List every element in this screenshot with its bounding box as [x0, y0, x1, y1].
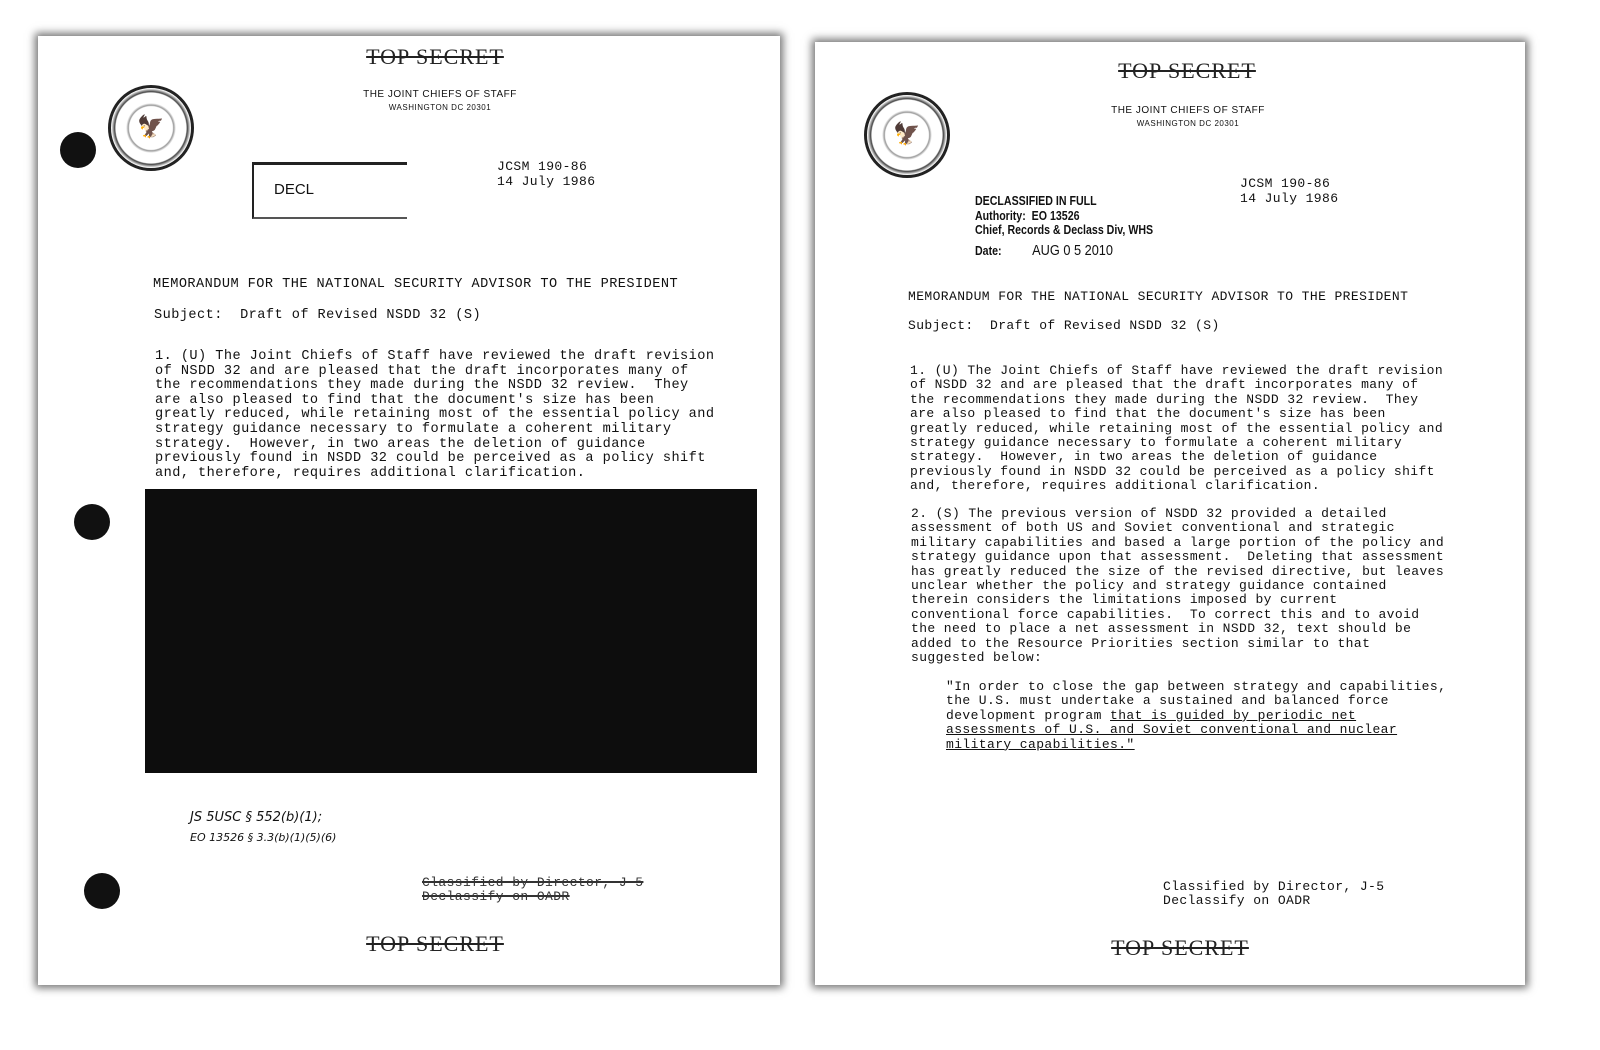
- declassification-stamp-partial: [252, 162, 407, 219]
- memo-addressee: MEMORANDUM FOR THE NATIONAL SECURITY ADVISOR TO THE PRESIDENT: [153, 277, 679, 292]
- paragraph-1: 1. (U) The Joint Chiefs of Staff have reviewed the draft revision of NSDD 32 and are pleased that the draft incorporates many of the recommendations they made during the NSDD 32 review. They are also pleased to find that the document's size has been greatly reduced, while retaining most of the essential policy and strategy guidance necessary to formulate a coherent military strategy. However, in two areas the deletion of guidance previously found in NSDD 32 could be perceived as a policy shift and, therefore, requires additional clarification.: [910, 363, 1444, 494]
- letterhead: [1111, 104, 1265, 130]
- doc-date: 14 July 1986: [497, 174, 596, 189]
- memo-subject: Subject: Draft of Revised NSDD 32 (S): [908, 318, 1220, 333]
- declassified-stamp: DECLASSIFIED IN FULL Authority: EO 13526 Chief, Records & Declass Div, WHS Date: AUG 0 5 2010: [975, 194, 1154, 259]
- doc-number: JCSM 190-86: [1240, 176, 1331, 191]
- paragraph-2: 2. (S) The previous version of NSDD 32 provided a detailed assessment of both US and Soviet conventional and strategic military capabilities and based a large portion of the policy and strategy guidance upon that assessment. Deleting that assessment has greatly reduced the size of the revised directive, but leaves unclear whether the policy and strategy guidance contained therein considers the limitations imposed by current conventional force capabilities. To correct this and to avoid the need to place a net assessment in NSDD 32, text should be added to the Resource Priorities section similar to that suggested below:: [911, 506, 1445, 666]
- suggested-text-quote: "In order to close the gap between strategy and capabilities, the U.S. must undertake a sustained and balanced force development program that is guided by periodic net assessments of U.S. and Soviet conventional and nuclear military capabilities.": [946, 679, 1447, 752]
- letterhead-address: WASHINGTON DC 20301: [1136, 119, 1240, 128]
- bottom-top-secret-marking: TOP SECRET: [366, 931, 504, 956]
- letterhead-address: WASHINGTON DC 20301: [388, 103, 492, 112]
- dod-seal-icon: 🦅: [864, 92, 950, 178]
- classification-block: Classified by Director, J-5 Declassify on OADR: [1163, 879, 1385, 909]
- paragraph-1: 1. (U) The Joint Chiefs of Staff have reviewed the draft revision of NSDD 32 and are pleased that the draft incorporates many of the recommendations they made during the NSDD 32 review. They are also pleased to find that the document's size has been greatly reduced, while retaining most of the essential policy and strategy guidance necessary to formulate a coherent military strategy. However, in two areas the deletion of guidance previously found in NSDD 32 could be perceived as a policy shift and, therefore, requires additional clarification.: [155, 349, 715, 481]
- punch-hole: [74, 504, 110, 540]
- bottom-top-secret-marking: TOP SECRET: [1111, 935, 1249, 960]
- dod-seal-icon: 🦅: [108, 85, 194, 171]
- redaction-block: [145, 489, 757, 773]
- classification-block: Classified by Director, J-5 Declassify on OADR: [422, 875, 644, 905]
- top-secret-marking: TOP SECRET: [366, 44, 504, 69]
- exemption-notes: JS 5USC § 552(b)(1); EO 13526 § 3.3(b)(1)(5)(6): [190, 810, 337, 844]
- memo-subject: Subject: Draft of Revised NSDD 32 (S): [154, 308, 482, 323]
- punch-hole: [60, 132, 96, 168]
- document-page-declassified: [815, 42, 1525, 985]
- memo-addressee: MEMORANDUM FOR THE NATIONAL SECURITY ADVISOR TO THE PRESIDENT: [908, 289, 1409, 304]
- letterhead: [363, 88, 517, 114]
- punch-hole: [84, 873, 120, 909]
- letterhead-org: THE JOINT CHIEFS OF STAFF: [1111, 105, 1265, 116]
- letterhead-org: THE JOINT CHIEFS OF STAFF: [363, 89, 517, 100]
- top-secret-marking: TOP SECRET: [1118, 58, 1256, 83]
- doc-number: JCSM 190-86: [497, 159, 588, 174]
- document-page-redacted: [38, 36, 780, 985]
- doc-date: 14 July 1986: [1240, 191, 1339, 206]
- declass-stamp-text: DECL: [274, 181, 315, 198]
- declass-date: AUG 0 5 2010: [1032, 241, 1113, 259]
